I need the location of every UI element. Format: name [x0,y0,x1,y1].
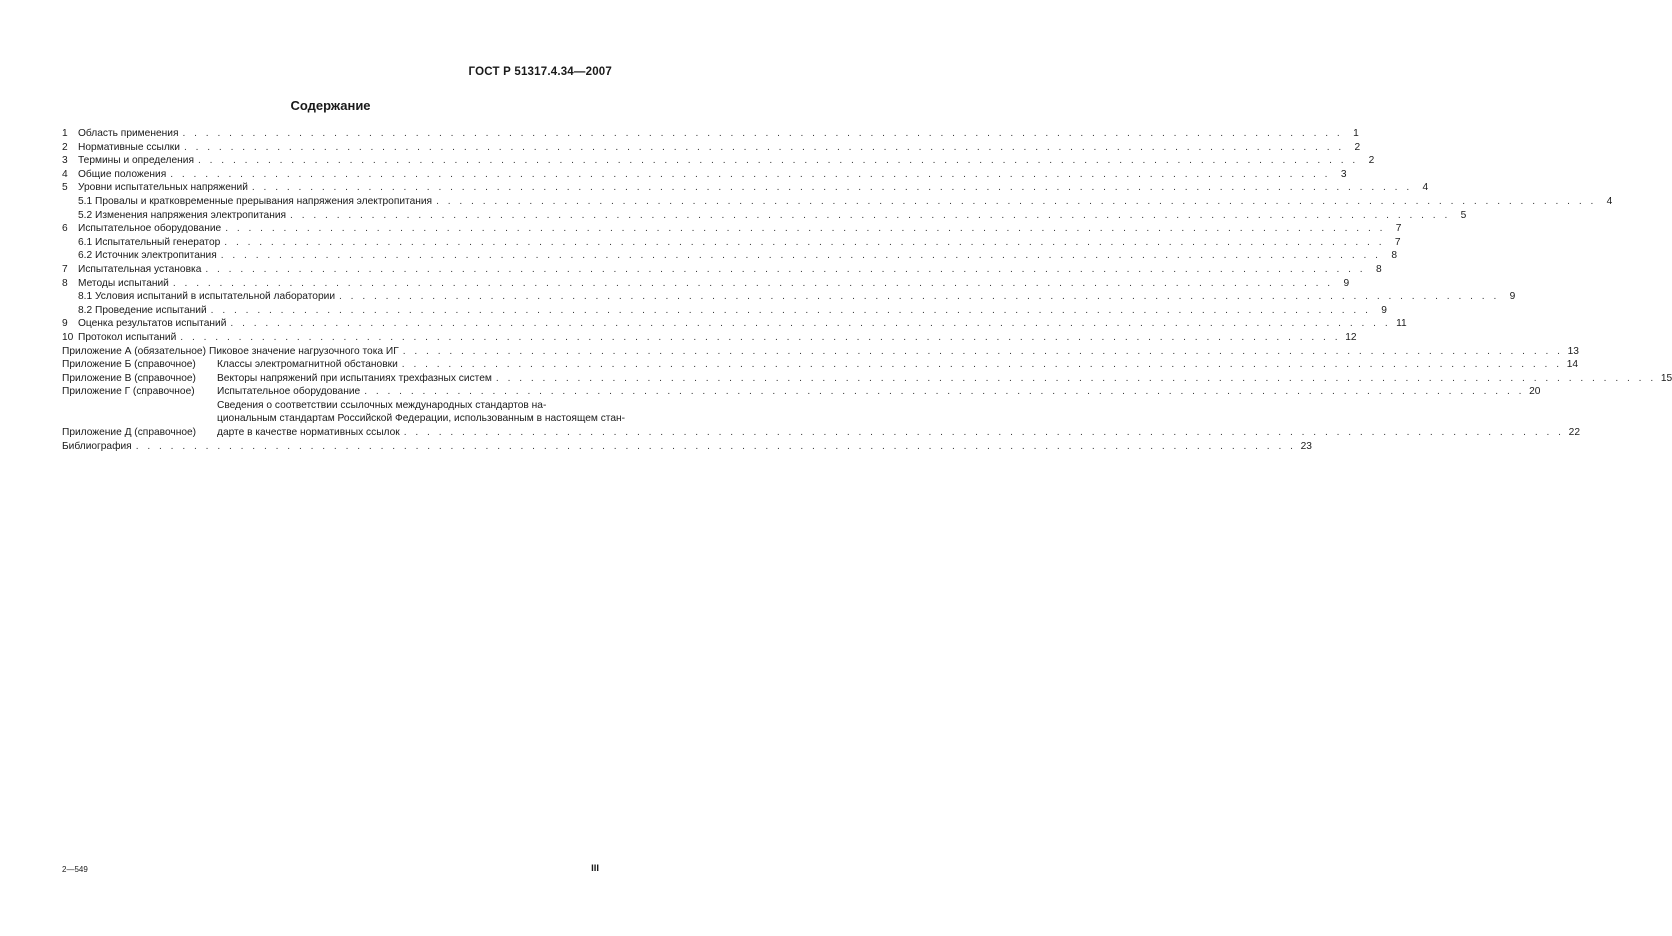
dot-leader [436,195,1596,209]
toc-entry[interactable] [62,181,1429,195]
toc-entry-page: 20 [1529,386,1541,398]
dot-leader [136,440,1296,454]
toc-entry-number: 9 [62,318,68,330]
toc-entry-text: 6.1 Испытательный генератор [78,236,221,248]
toc-entry-text: 5.2 Изменения напряжения электропитания [78,209,287,221]
toc-entry-page: 9 [1343,277,1350,289]
toc-entry-text: Уровни испытательных напряжений [78,182,248,194]
toc-entry-text: 8.1 Условия испытаний в испытательной лаборатории [78,291,336,303]
footer-page-number: III [591,863,599,874]
toc-entry-page: 11 [1396,318,1407,330]
dot-leader [184,141,1344,155]
toc-entry-page: 7 [1395,223,1402,235]
toc-entry-text: Протокол испытаний [78,331,177,343]
dot-leader [221,249,1381,263]
toc-entry[interactable] [62,317,1407,331]
toc-entry-text: циональным стандартам Российской Федерации, использованным в настоящем стан- [217,413,626,425]
toc-entry[interactable] [62,209,1467,223]
dot-leader [173,277,1333,291]
toc-entry-page: 14 [1566,359,1579,371]
toc-entry-number: 2 [62,141,68,153]
toc-entry-number: 1 [62,128,68,139]
toc-entry-page: 13 [1567,345,1579,357]
toc-entry-text: Сведения о соответствии ссылочных международных стандартов на- [217,399,547,411]
toc-entry-text: Нормативные ссылки [78,141,180,153]
toc-entry-page: 8 [1391,250,1397,262]
dot-leader [170,168,1330,182]
toc-entry-text: Оценка результатов испытаний [78,318,227,330]
dot-leader [180,331,1340,345]
toc-entry-page: 8 [1375,263,1382,275]
toc-entry-number: 6 [62,223,68,235]
toc-entry-text: 6.2 Источник электропитания [78,250,217,262]
toc-entry-text: Термины и определения [78,155,194,167]
toc-entry[interactable] [62,331,1357,345]
toc-entry-text: Библиография [62,440,132,452]
dot-leader [182,127,1342,141]
toc-entry-page: 3 [1340,168,1347,180]
toc-entry-annex[interactable] [62,385,1541,399]
toc-entry-text: Испытательное оборудование [78,223,222,235]
toc-entry-number: 10 [62,331,74,343]
toc-entry-number: 8 [62,277,68,289]
toc-entry-text: Испытательная установка [78,263,202,275]
toc-entry-text: Общие положения [78,168,167,180]
dot-leader [211,304,1371,318]
dot-leader [402,358,1562,372]
dot-leader [252,181,1412,195]
toc-entry-text: Пиковое значение нагрузочного тока ИГ [209,345,399,357]
toc-entry-text: 5.1 Провалы и кратковременные прерывания напряжения электропитания [78,195,433,207]
toc-entry-text: дарте в качестве нормативных ссылок [217,427,400,439]
toc-entry-prefix: Приложение Б (справочное) [62,359,196,371]
toc-entry-number: 4 [62,168,68,180]
dot-leader [205,263,1365,277]
toc-entry-page: 5 [1460,209,1467,221]
dot-leader [224,236,1384,250]
toc-entry[interactable] [62,304,1387,318]
toc-entry-page: 9 [1509,291,1516,303]
dot-leader [404,426,1564,440]
toc-entry-page: 9 [1381,304,1387,316]
toc-entry-text: Методы испытаний [78,277,169,289]
toc-entry-text: 8.2 Проведение испытаний [78,304,207,316]
dot-leader [290,209,1450,223]
dot-leader [198,154,1358,168]
toc-entry-page: 2 [1354,141,1361,153]
toc-entry-annex-d[interactable] [62,399,1580,440]
dot-leader [339,290,1499,304]
toc-entry[interactable] [62,277,1350,291]
toc-entry[interactable] [62,249,1397,263]
dot-leader [364,385,1524,399]
toc-entry-number: 3 [62,155,68,167]
toc-entry[interactable] [62,154,1375,168]
toc-entry-text: Классы электромагнитной обстановки [217,359,398,371]
toc-entry-annex[interactable] [62,358,1579,372]
toc-entry-bibliography[interactable] [62,440,1312,454]
toc-entry-page: 23 [1300,440,1312,452]
toc-entry-number: 5 [62,182,68,194]
toc-entry[interactable] [62,236,1401,250]
toc-entry-page: 4 [1606,195,1613,207]
toc-entry-text: Область применения [78,128,179,139]
toc-entry[interactable] [62,141,1361,155]
dot-leader [403,345,1563,359]
footer-sheet-code: 2—549 [62,865,88,874]
toc-entry-page: 15 [1660,372,1672,384]
table-of-contents [62,127,1672,453]
toc-entry-page: 12 [1345,331,1357,343]
toc-entry-annex[interactable] [62,372,1672,386]
toc-entry-number: 7 [62,263,68,275]
toc-entry[interactable] [62,290,1516,304]
toc-entry-page: 7 [1394,236,1401,248]
dot-leader [230,317,1390,331]
toc-entry-page: 1 [1353,128,1359,139]
toc-entry-prefix: Приложение В (справочное) [62,372,196,384]
toc-entry-annex[interactable] [62,345,1579,359]
toc-entry-page: 4 [1422,182,1429,194]
toc-entry-text: Векторы напряжений при испытаниях трехфазных систем [217,372,492,384]
toc-entry-prefix: Приложение А (обязательное) [62,345,206,357]
dot-leader [496,372,1656,386]
toc-entry-text: Испытательное оборудование [217,386,361,398]
toc-entry-prefix: Приложение Г (справочное) [62,386,195,398]
toc-entry-page: 2 [1368,155,1375,167]
toc-entry-prefix: Приложение Д (справочное) [62,427,197,439]
toc-entry-page: 22 [1568,427,1580,439]
toc-entry[interactable] [62,222,1402,236]
toc-entry[interactable] [62,263,1382,277]
dot-leader [225,222,1385,236]
document-code: ГОСТ Р 51317.4.34—2007 [468,66,612,78]
toc-title: Содержание [290,98,371,113]
toc-entry[interactable] [62,168,1347,182]
toc-entry[interactable] [62,195,1613,209]
toc-entry[interactable] [62,127,1359,141]
